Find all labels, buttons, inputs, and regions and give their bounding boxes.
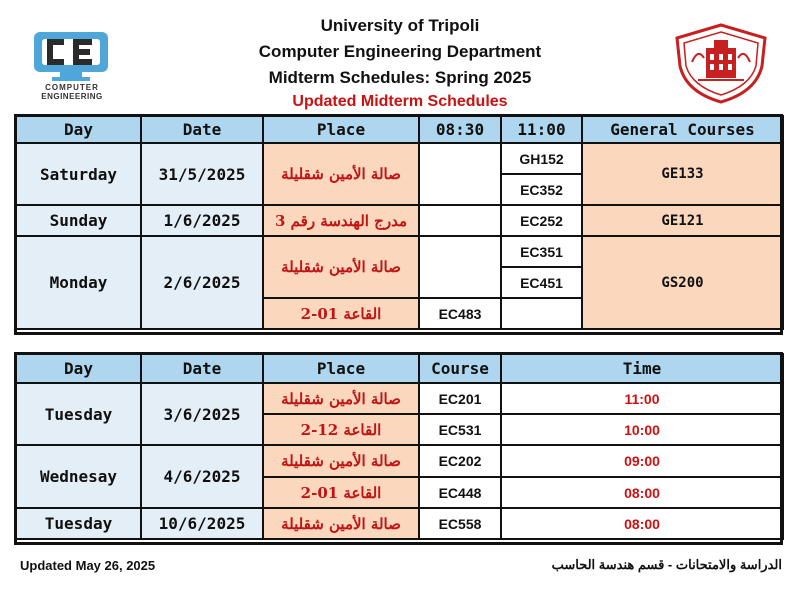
- time-cell: 08:00: [501, 508, 783, 539]
- place-cell: صالة الأمين شقليلة: [263, 143, 419, 205]
- date-cell: 2/6/2025: [141, 236, 263, 329]
- header-general-courses: General Courses: [582, 116, 783, 143]
- time-cell: 11:00: [501, 383, 783, 414]
- course-cell: EC352: [501, 174, 582, 205]
- table-row: [16, 508, 783, 539]
- course-cell: EC351: [501, 236, 582, 267]
- time-cell: 08:00: [501, 477, 783, 508]
- place-cell: صالة الأمين شقليلة: [263, 383, 419, 414]
- place-cell: القاعة 01-2: [263, 477, 419, 508]
- course-cell: GH152: [501, 143, 582, 174]
- table-row: [16, 383, 783, 414]
- header-day: Day: [16, 116, 141, 143]
- header-course: Course: [419, 354, 501, 383]
- day-cell: Saturday: [16, 143, 141, 205]
- table-row: [16, 236, 783, 267]
- table-row: [16, 445, 783, 477]
- course-cell: EC483: [419, 298, 501, 329]
- header-date: Date: [141, 354, 263, 383]
- header-date: Date: [141, 116, 263, 143]
- table-row: [16, 205, 783, 236]
- day-cell: Wednesay: [16, 445, 141, 508]
- header-time: Time: [501, 354, 783, 383]
- header-place: Place: [263, 354, 419, 383]
- course-cell: EC558: [419, 508, 501, 539]
- department-name: Computer Engineering Department: [258, 42, 542, 61]
- day-cell: Tuesday: [16, 383, 141, 445]
- header-day: Day: [16, 354, 141, 383]
- slot-0830-cell: [419, 236, 501, 298]
- place-cell: القاعة 12-2: [263, 414, 419, 445]
- time-cell: 09:00: [501, 445, 783, 477]
- schedule-title: Midterm Schedules: Spring 2025: [268, 68, 532, 87]
- header-1100: 11:00: [501, 116, 582, 143]
- general-course-cell: GE133: [582, 143, 783, 205]
- update-note: Updated Midterm Schedules: [292, 93, 508, 110]
- course-cell: EC451: [501, 267, 582, 298]
- office-name: الدراسة والامتحانات - قسم هندسة الحاسب: [551, 557, 782, 572]
- day-cell: Sunday: [16, 205, 141, 236]
- general-course-cell: GS200: [582, 236, 783, 329]
- course-cell: EC201: [419, 383, 501, 414]
- date-cell: 10/6/2025: [141, 508, 263, 539]
- course-cell: EC531: [419, 414, 501, 445]
- place-cell: صالة الأمين شقليلة: [263, 508, 419, 539]
- place-cell: القاعة 01-2: [263, 298, 419, 329]
- empty-cell: [501, 298, 582, 329]
- date-cell: 3/6/2025: [141, 383, 263, 445]
- place-cell: صالة الأمين شقليلة: [263, 445, 419, 477]
- day-cell: Tuesday: [16, 508, 141, 539]
- time-cell: 10:00: [501, 414, 783, 445]
- table-row: [16, 143, 783, 174]
- day-cell: Monday: [16, 236, 141, 329]
- date-cell: 31/5/2025: [141, 143, 263, 205]
- midterm-table-general: [15, 115, 784, 330]
- slot-0830-cell: [419, 205, 501, 236]
- computer-engineering-logo: [30, 30, 112, 102]
- logo-text-engineering: ENGINEERING: [41, 92, 103, 101]
- header-0830: 08:30: [419, 116, 501, 143]
- updated-date: Updated May 26, 2025: [20, 558, 156, 573]
- place-cell: مدرج الهندسة رقم 3: [263, 205, 419, 236]
- general-course-cell: GE121: [582, 205, 783, 236]
- place-cell: صالة الأمين شقليلة: [263, 236, 419, 298]
- midterm-table-courses: [15, 353, 784, 540]
- course-cell: EC202: [419, 445, 501, 477]
- university-name: University of Tripoli: [320, 16, 480, 35]
- course-cell: EC448: [419, 477, 501, 508]
- header-place: Place: [263, 116, 419, 143]
- course-cell: EC252: [501, 205, 582, 236]
- slot-0830-cell: [419, 143, 501, 205]
- date-cell: 1/6/2025: [141, 205, 263, 236]
- logo-text-computer: COMPUTER: [45, 83, 99, 92]
- date-cell: 4/6/2025: [141, 445, 263, 508]
